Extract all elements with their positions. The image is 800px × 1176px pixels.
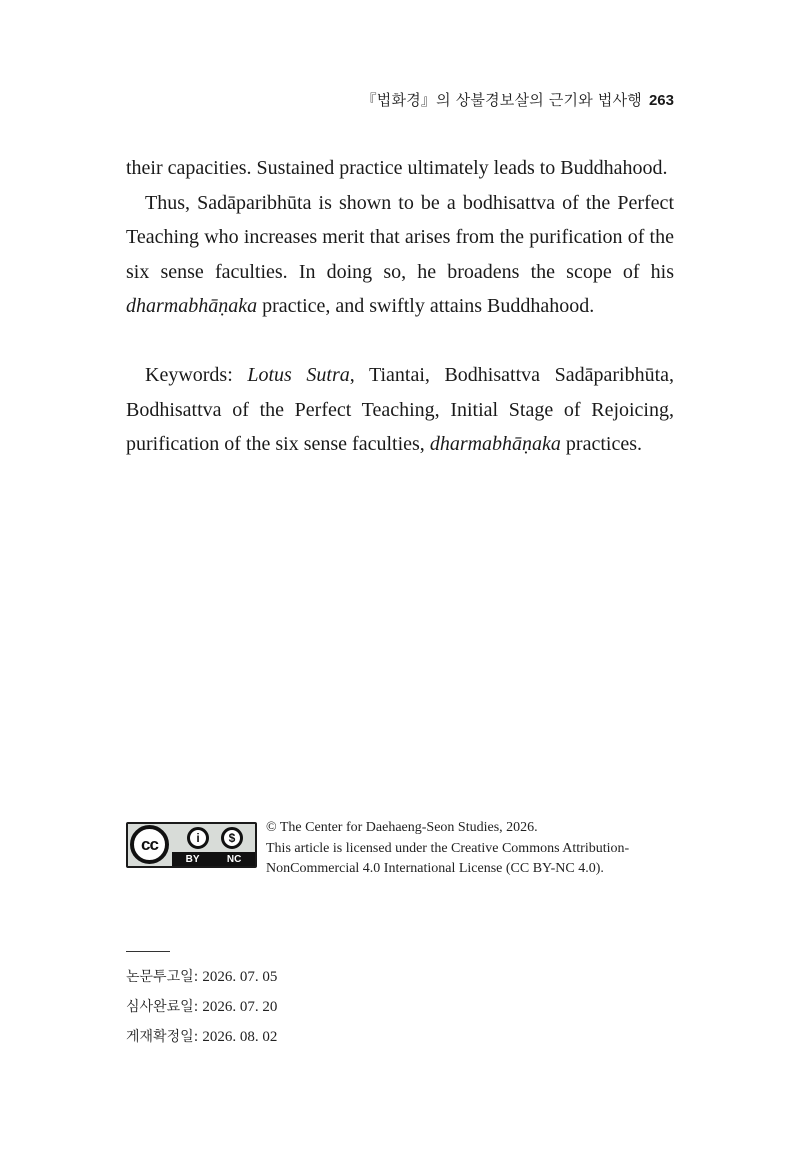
keywords-end: practices. xyxy=(560,433,642,455)
noncommercial-icon: $ xyxy=(221,827,243,849)
keywords-list: , Tiantai, Bodhisattva Sadāparibhūta, Bodhisattva of the Perfect Teaching, Initial Stage of Rejoicing, purification of the six sense faculties, xyxy=(126,364,674,455)
date-row-reviewed xyxy=(126,992,277,1022)
paragraph-gap xyxy=(126,324,674,359)
license-block xyxy=(126,818,686,878)
copyright-line: © The Center for Daehaeng-Seon Studies, 2026. xyxy=(266,820,538,835)
paragraph-conclusion-text-b: practice, and swiftly attains Buddhahood. xyxy=(257,295,595,317)
keywords-label: Keywords: xyxy=(145,364,248,386)
date-label: 논문투고일: xyxy=(126,969,199,985)
submission-dates xyxy=(126,962,277,1052)
badge-by-label: BY xyxy=(185,853,200,865)
license-line-1: This article is licensed under the Creative Commons Attribution- xyxy=(266,840,630,856)
page-number: 263 xyxy=(648,92,674,109)
cc-icon: cc xyxy=(130,825,169,864)
badge-strip xyxy=(172,852,255,866)
attribution-icon: i xyxy=(187,827,209,849)
keyword-dharmabhanaka: dharmabhāṇaka xyxy=(429,433,561,455)
paragraph-conclusion-text-a: Thus, Sadāparibhūta is shown to be a bodhisattva of the Perfect Teaching who increases merit that arises from the purification of the six sense faculties. In doing so, he broadens the scope of his xyxy=(126,191,674,283)
date-label: 게재확정일: xyxy=(126,1029,199,1045)
date-value: 2026. 08. 02 xyxy=(202,1029,278,1045)
badge-nc-label: NC xyxy=(226,853,242,865)
keyword-lotus-sutra: Lotus Sutra xyxy=(247,364,350,386)
date-row-accepted xyxy=(126,1022,277,1052)
running-head-title: 『법화경』의 상불경보살의 근기와 법사행 xyxy=(361,91,642,109)
term-dharmabhanaka: dharmabhāṇaka xyxy=(126,295,258,317)
date-value: 2026. 07. 20 xyxy=(202,999,278,1015)
date-row-submitted xyxy=(126,962,277,992)
article-body xyxy=(126,151,674,462)
footnote-rule xyxy=(126,951,170,952)
keywords xyxy=(126,358,674,462)
date-value: 2026. 07. 05 xyxy=(202,969,278,985)
running-head xyxy=(362,89,674,111)
date-label: 심사완료일: xyxy=(126,999,199,1015)
paragraph-continuation: their capacities. Sustained practice ultimately leads to Buddhahood. xyxy=(126,157,668,179)
license-line-2: NonCommercial 4.0 International License (CC BY-NC 4.0). xyxy=(266,861,604,876)
license-text xyxy=(266,818,686,880)
paragraph-conclusion xyxy=(126,186,674,324)
cc-by-nc-badge xyxy=(126,822,257,868)
